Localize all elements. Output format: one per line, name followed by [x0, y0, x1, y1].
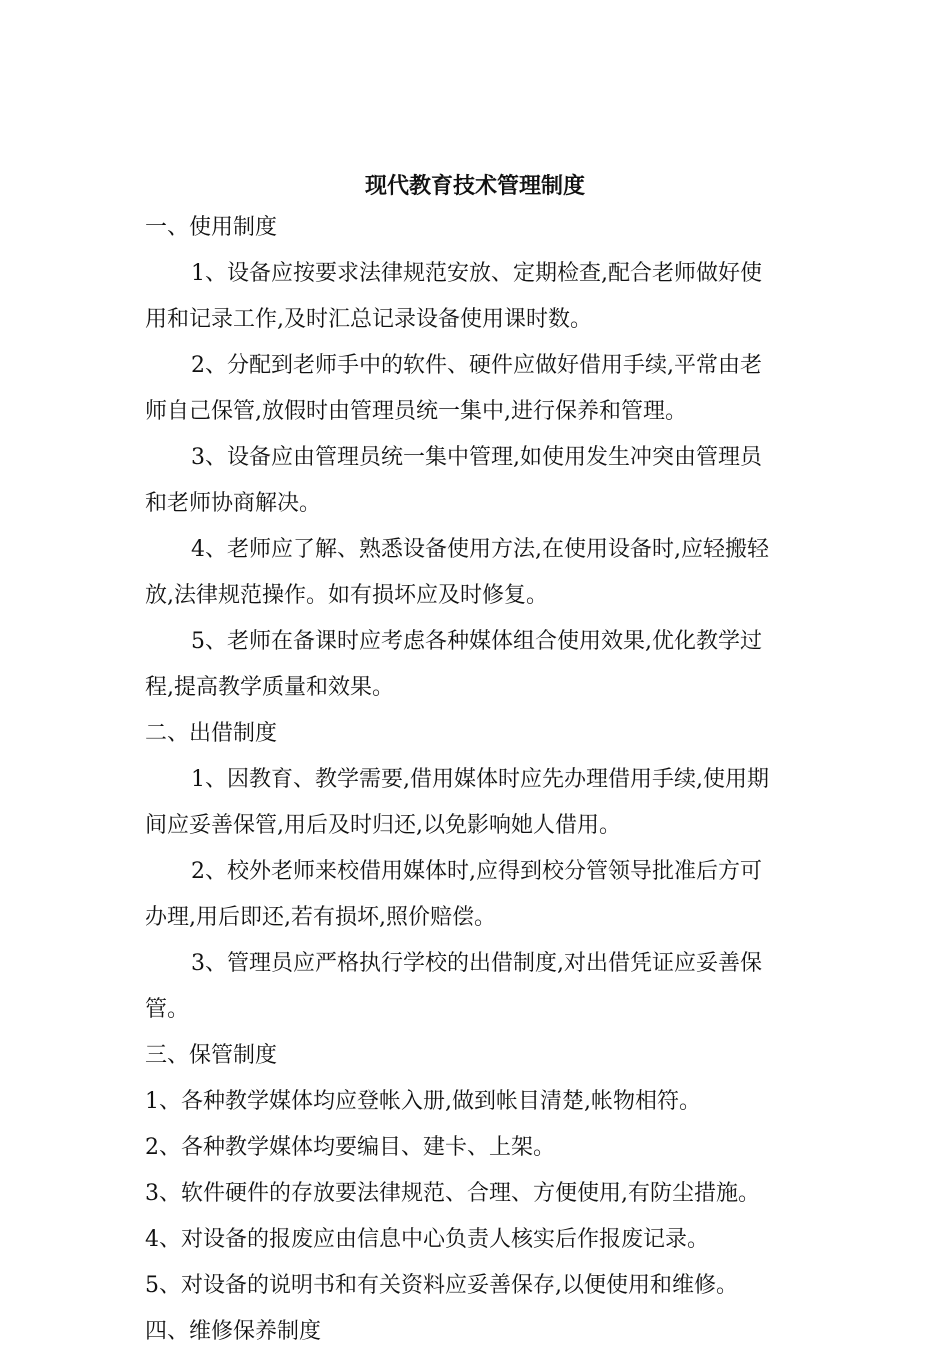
paragraph-line: 2、分配到老师手中的软件、硬件应做好借用手续,平常由老: [191, 353, 762, 378]
paragraph-line: 1、设备应按要求法律规范安放、定期检查,配合老师做好使: [191, 261, 762, 286]
list-item: 4、对设备的报废应由信息中心负责人核实后作报废记录。: [145, 1227, 709, 1252]
paragraph-line: 和老师协商解决。: [145, 491, 322, 516]
paragraph-line: 程,提高教学质量和效果。: [145, 675, 394, 700]
paragraph-line: 4、老师应了解、熟悉设备使用方法,在使用设备时,应轻搬轻: [191, 537, 769, 562]
paragraph-line: 5、老师在备课时应考虑各种媒体组合使用效果,优化教学过: [191, 629, 762, 654]
paragraph-line: 办理,用后即还,若有损坏,照价赔偿。: [145, 905, 496, 930]
paragraph-line: 用和记录工作,及时汇总记录设备使用课时数。: [145, 307, 592, 332]
paragraph-line: 管。: [145, 997, 190, 1022]
section-heading-maintenance: 四、维修保养制度: [145, 1319, 322, 1344]
list-item: 2、各种教学媒体均要编目、建卡、上架。: [145, 1135, 555, 1160]
section-heading-usage: 一、使用制度: [145, 215, 278, 240]
paragraph-line: 师自己保管,放假时由管理员统一集中,进行保养和管理。: [145, 399, 687, 424]
section-heading-storage: 三、保管制度: [145, 1043, 278, 1068]
paragraph-line: 间应妥善保管,用后及时归还,以免影响她人借用。: [145, 813, 621, 838]
list-item: 5、对设备的说明书和有关资料应妥善保存,以便使用和维修。: [145, 1273, 738, 1298]
section-heading-lending: 二、出借制度: [145, 721, 278, 746]
paragraph-line: 1、因教育、教学需要,借用媒体时应先办理借用手续,使用期: [191, 767, 769, 792]
list-item: 3、软件硬件的存放要法律规范、合理、方便使用,有防尘措施。: [145, 1181, 760, 1206]
paragraph-line: 3、设备应由管理员统一集中管理,如使用发生冲突由管理员: [191, 445, 762, 470]
list-item: 1、各种教学媒体均应登帐入册,做到帐目清楚,帐物相符。: [145, 1089, 701, 1114]
document-title: 现代教育技术管理制度: [364, 174, 585, 199]
paragraph-line: 3、管理员应严格执行学校的出借制度,对出借凭证应妥善保: [191, 951, 762, 976]
paragraph-line: 2、校外老师来校借用媒体时,应得到校分管领导批准后方可: [191, 859, 762, 884]
document-body: [145, 210, 810, 1350]
paragraph-line: 放,法律规范操作。如有损坏应及时修复。: [145, 583, 548, 608]
